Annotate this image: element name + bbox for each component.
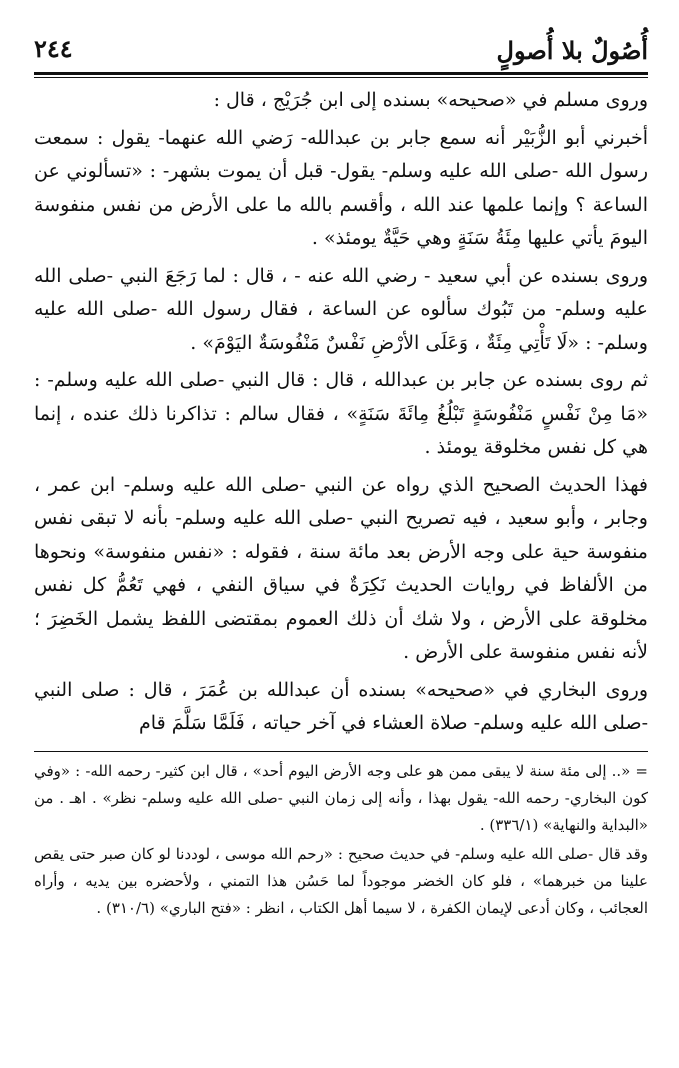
footnotes (34, 758, 648, 922)
paragraph: وروى مسلم في «صحيحه» بسنده إلى ابن جُرَيْج ، قال : (213, 89, 648, 111)
footnote: وقد قال -صلى الله عليه وسلم- في حديث صحيح : «رحم الله موسى ، لوددنا لو كان صبر حتى يقص علينا من خبرهما» ، فلو كان الخضر موجوداً لما حَسُن هذا التمني ، ولأحضره بين يديه ، وأراه العجائب ، وكان أدعى لإيمان الكفرة ، لا سيما أهل الكتاب ، انظر : «فتح الباري» (٣١٠/٦) . (34, 844, 648, 917)
paragraph: وروى البخاري في «صحيحه» بسنده أن عبدالله بن عُمَرَ ، قال : صلى النبي -صلى الله عليه وسلم- صلاة العشاء في آخر حياته ، فَلَمَّا سَلَّمَ قام (34, 678, 648, 734)
footnote: = «.. إلى مئة سنة لا يبقى ممن هو على وجه الأرض اليوم أحد» ، قال ابن كثير- رحمه الله- : «وفي كون البخاري- رحمه الله- يقول بهذا ، وأنه إلى زمان النبي -صلى الله عليه وسلم- نظر» . اهـ . من «البداية والنهاية» (٣٣٦/١) . (34, 761, 648, 834)
paragraph: فهذا الحديث الصحيح الذي رواه عن النبي -صلى الله عليه وسلم- ابن عمر ، وجابر ، وأبو سعيد ، فيه تصريح النبي -صلى الله عليه وسلم- بأنه لا تبقى نفس منفوسة حية على وجه الأرض بعد مائة سنة ، فقوله : «نفس منفوسة» ونحوها من الألفاظ في روايات الحديث نَكِرَةٌ في سياق النفي ، فهي تَعُمُّ كل نفس مخلوقة على الأرض ، ولا شك أن ذلك العموم بمقتضى اللفظ يشمل الخَضِرَ ؛ لأنه نفس منفوسة على الأرض . (34, 473, 648, 663)
paragraph: أخبرني أبو الزُّبَيْر أنه سمع جابر بن عبدالله- رَضي الله عنهما- يقول : سمعت رسول الله -صلى الله عليه وسلم- يقول- قبل أن يموت بشهر- : «تسألوني عن الساعة ؟ وإنما علمها عند الله ، وأقسم بالله ما على الأرض من نفس منفوسة اليومَ يأتي عليها مِئَةُ سَنَةٍ وهي حَيَّةٌ يومئذ» . (34, 126, 648, 249)
footnote-separator (34, 751, 648, 752)
running-title: أُصُولٌ بلا أُصولٍ (496, 36, 648, 65)
header-rule (34, 72, 648, 78)
paragraph: ثم روى بسنده عن جابر بن عبدالله ، قال : قال النبي -صلى الله عليه وسلم- : «مَا مِنْ نَفْسٍ مَنْفُوسَةٍ تَبْلُغُ مِائَةَ سَنَةٍ» ، فقال سالم : تذاكرنا ذلك عنده ، إنما هي كل نفس مخلوقة يومئذ . (34, 369, 648, 458)
page-number: ٢٤٤ (34, 34, 73, 63)
book-page (34, 28, 648, 1048)
page-header (34, 28, 648, 70)
main-text (34, 84, 648, 741)
paragraph: وروى بسنده عن أبي سعيد - رضي الله عنه - ، قال : لما رَجَعَ النبي -صلى الله عليه وسلم- من تَبُوك سألوه عن الساعة ، فقال رسول الله -صلى الله عليه وسلم- : «لَا تَأْتِي مِئَةٌ ، وَعَلَى الأرْضِ نَفْسٌ مَنْفُوسَةٌ اليَوْمَ» . (34, 264, 648, 354)
